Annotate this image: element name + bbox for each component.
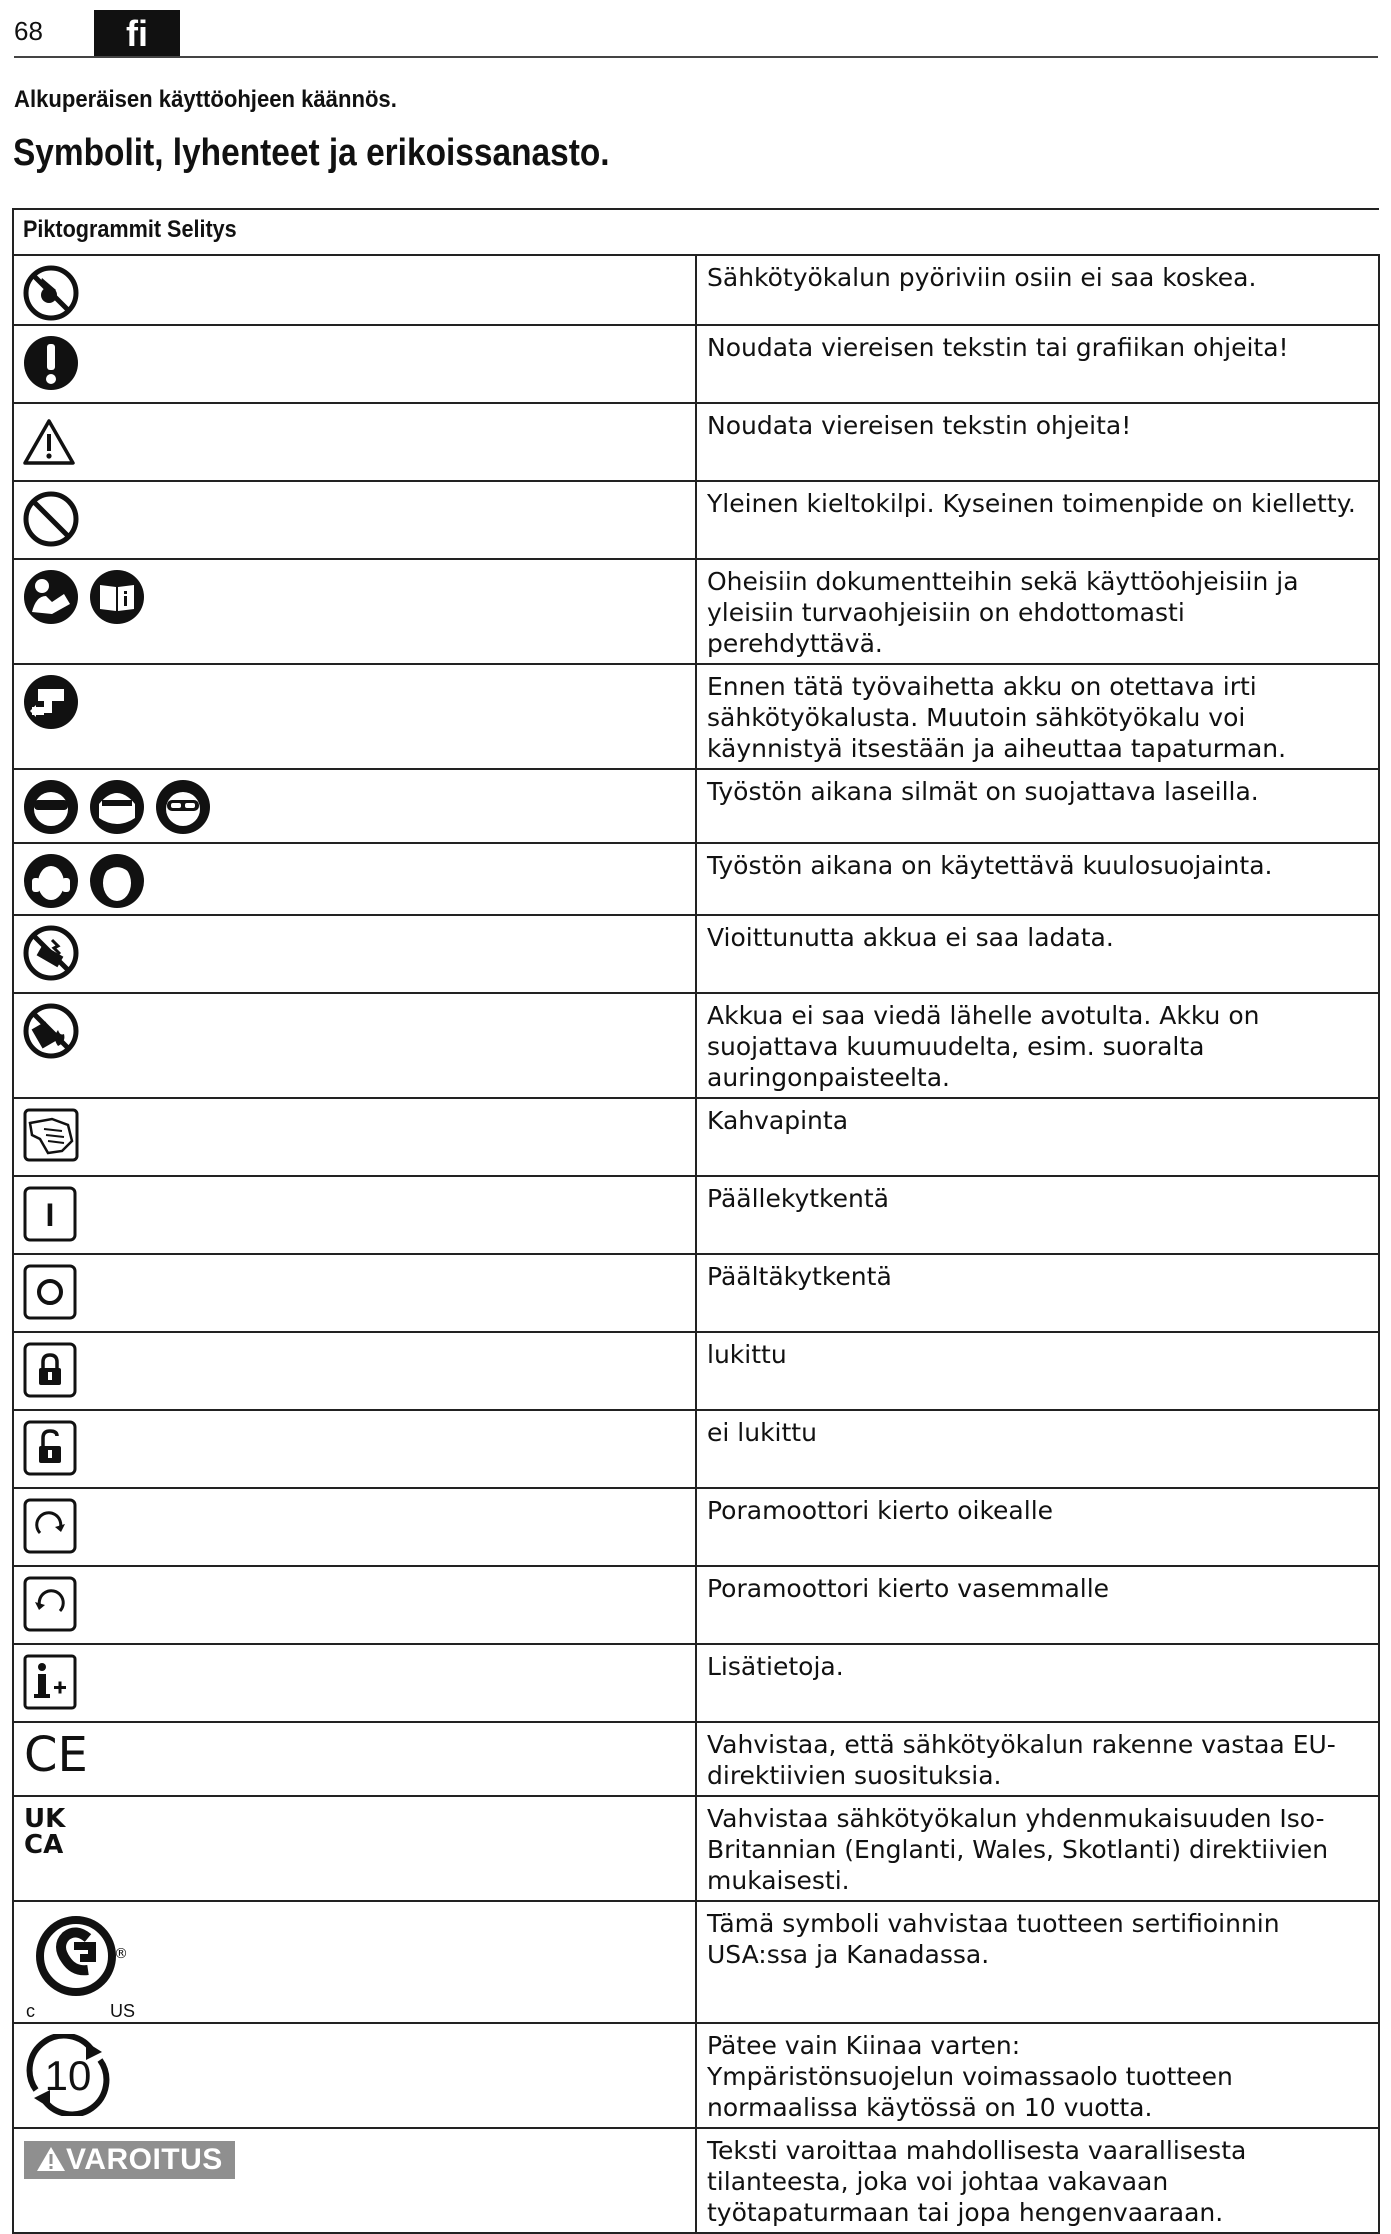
manual-book-icon [88, 568, 146, 626]
rotate-right-icon [22, 1497, 78, 1555]
no-fire-battery-icon [22, 1002, 80, 1060]
ukca-mark-icon [22, 1803, 82, 1857]
warning-triangle-icon [22, 418, 76, 466]
header-divider [14, 56, 1378, 58]
explanation-line-1: Pätee vain Kiinaa varten: [707, 2031, 1021, 2060]
explanation-cell: Teksti varoittaa mahdollisesta vaarallisesta tilanteesta, joka voi johtaa vakavaan työtapaturmaan tai jopa hengenvaaraan. [696, 2128, 1379, 2233]
locked-icon [22, 1341, 78, 1399]
table-row [13, 1796, 1379, 1901]
column-header-pictogram: Piktogrammit [23, 216, 162, 243]
explanation-cell: Lisätietoja. [696, 1644, 1379, 1722]
explanation-cell: Vahvistaa, että sähkötyökalun rakenne vastaa EU-direktiivien suosituksia. [696, 1722, 1379, 1796]
china-number: 10 [44, 2052, 92, 2099]
explanation-cell: lukittu [696, 1332, 1379, 1410]
csa-c-label: c [26, 2001, 35, 2021]
explanation-cell: Työstön aikana on käytettävä kuulosuojainta. [696, 843, 1379, 915]
table-row [13, 843, 1379, 915]
table-row [13, 1410, 1379, 1488]
explanation-line-2: Ympäristönsuojelun voimassaolo tuotteen normaalissa käytössä on 10 vuotta. [707, 2062, 1233, 2122]
info-plus-icon [22, 1653, 78, 1711]
rotate-left-icon [22, 1575, 78, 1633]
switch-on-glyph: I [45, 1197, 55, 1233]
table-row [13, 481, 1379, 559]
remove-battery-icon [22, 673, 80, 731]
table-row [13, 2128, 1379, 2233]
safety-glasses-icon [22, 778, 80, 836]
switch-off-icon [22, 1263, 78, 1321]
face-shield-icon [88, 778, 146, 836]
column-header-explanation: Selitys [167, 216, 237, 243]
prohibition-icon [22, 490, 80, 548]
explanation-cell: Vioittunutta akkua ei saa ladata. [696, 915, 1379, 993]
warning-triangle-small-icon [36, 2146, 66, 2172]
csa-circle-icon [36, 1912, 126, 2002]
table-row [13, 1901, 1379, 2023]
warning-label-text: VAROITUS [66, 2143, 223, 2176]
table-row [13, 1098, 1379, 1176]
table-row [13, 325, 1379, 403]
no-charge-damaged-battery-icon [22, 924, 80, 982]
explanation-cell: Työstön aikana silmät on suojattava laseilla. [696, 769, 1379, 843]
ce-mark-text: CE [24, 1727, 88, 1777]
table-row [13, 403, 1379, 481]
csa-mark-icon [22, 1912, 142, 2022]
table-row [13, 1644, 1379, 1722]
table-header-row [13, 209, 1379, 255]
table-row [13, 1722, 1379, 1796]
section-title: Symbolit, lyhenteet ja erikoissanasto. [13, 132, 610, 174]
no-touch-rotating-icon [22, 264, 80, 322]
table-row [13, 664, 1379, 769]
table-row [13, 2023, 1379, 2128]
table-row [13, 255, 1379, 325]
csa-registered: ® [114, 1946, 128, 1962]
explanation-cell: Yleinen kieltokilpi. Kyseinen toimenpide on kielletty. [696, 481, 1379, 559]
explanation-cell: Sähkötyökalun pyöriviin osiin ei saa koskea. [696, 255, 1379, 325]
table-row [13, 993, 1379, 1098]
explanation-cell: Akkua ei saa viedä lähelle avotulta. Akku on suojattava kuumuudelta, esim. suoralta auringonpaisteelta. [696, 993, 1379, 1098]
explanation-cell: Tämä symboli vahvistaa tuotteen sertifioinnin USA:ssa ja Kanadassa. [696, 1901, 1379, 2023]
explanation-cell: Päältäkytkentä [696, 1254, 1379, 1332]
explanation-cell: Noudata viereisen tekstin ohjeita! [696, 403, 1379, 481]
explanation-cell: Noudata viereisen tekstin tai grafiikan ohjeita! [696, 325, 1379, 403]
explanation-cell: Oheisiin dokumentteihin sekä käyttöohjeisiin ja yleisiin turvaohjeisiin on ehdottomasti perehdyttävä. [696, 559, 1379, 664]
table-row [13, 915, 1379, 993]
unlocked-icon [22, 1419, 78, 1477]
explanation-cell: Päällekytkentä [696, 1176, 1379, 1254]
table-row [13, 1488, 1379, 1566]
exclamation-icon [22, 334, 80, 392]
goggles-icon [154, 778, 212, 836]
language-tab: fi [94, 10, 180, 57]
table-row [13, 559, 1379, 664]
switch-on-icon [22, 1185, 78, 1243]
warning-label-icon [24, 2141, 235, 2179]
explanation-cell: Vahvistaa sähkötyökalun yhdenmukaisuuden Iso-Britannian (Englanti, Wales, Skotlanti) direktiivien mukaisesti. [696, 1796, 1379, 1901]
table-row [13, 769, 1379, 843]
table-row [13, 1566, 1379, 1644]
symbols-table [12, 208, 1380, 2234]
table-row [13, 1332, 1379, 1410]
ukca-top: UK [24, 1804, 66, 1834]
explanation-cell: Poramoottori kierto vasemmalle [696, 1566, 1379, 1644]
china-10-years-icon [22, 2034, 114, 2116]
explanation-cell: Kahvapinta [696, 1098, 1379, 1176]
ear-muffs-icon [22, 852, 80, 910]
ukca-bottom: CA [24, 1830, 64, 1857]
read-instructions-icon [22, 568, 80, 626]
explanation-cell [696, 2023, 1379, 2128]
table-row [13, 1176, 1379, 1254]
page-number: 68 [14, 16, 43, 46]
ce-mark-icon [22, 1727, 92, 1777]
explanation-cell: Ennen tätä työvaihetta akku on otettava irti sähkötyökalusta. Muutoin sähkötyökalu voi käynnistyä itsestään ja aiheuttaa tapaturman. [696, 664, 1379, 769]
document-subtitle: Alkuperäisen käyttöohjeen käännös. [14, 86, 397, 113]
csa-us-label: US [110, 2001, 136, 2021]
grip-surface-icon [22, 1107, 80, 1163]
explanation-cell: Poramoottori kierto oikealle [696, 1488, 1379, 1566]
table-row [13, 1254, 1379, 1332]
ear-protection-icon [88, 852, 146, 910]
explanation-cell: ei lukittu [696, 1410, 1379, 1488]
